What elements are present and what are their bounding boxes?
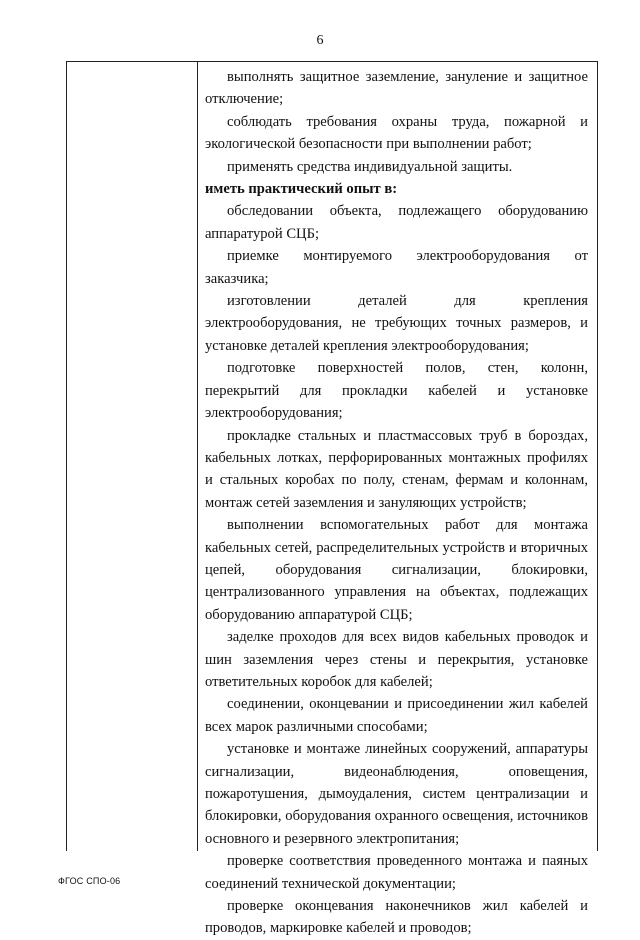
list-item: проверке соответствия проведенного монтажа и паяных соединений технической документации; — [205, 853, 588, 892]
list-item: обследовании объекта, подлежащего оборудованию аппаратурой СЦБ; — [205, 203, 588, 242]
column-divider — [197, 62, 198, 851]
list-item: заделке проходов для всех видов кабельных проводок и шин заземления через стены и перекрытия, установке ответительных коробок для кабелей; — [205, 629, 588, 690]
text-line: выполнять защитное заземление, зануление и защитное отключение; — [205, 69, 588, 108]
table-content-cell — [205, 66, 588, 940]
list-item: соединении, оконцевании и присоединении жил кабелей всех марок различными способами; — [205, 696, 588, 735]
list-item: проверке оконцевания наконечников жил кабелей и проводов, маркировке кабелей и проводов; — [205, 898, 588, 937]
page-number: 6 — [316, 33, 324, 48]
text-line: применять средства индивидуальной защиты. — [227, 158, 513, 175]
list-item: выполнении вспомогательных работ для монтажа кабельных сетей, распределительных устройств и вторичных цепей, оборудования сигнализации, блокировки, централизованного управления на объектах, подлежащих оборудованию аппаратурой СЦБ; — [205, 517, 588, 623]
list-item: подготовке поверхностей полов, стен, колонн, перекрытий для прокладки кабелей и установке электрооборудования; — [205, 360, 588, 422]
footer-document-code: ФГОС СПО-06 — [58, 876, 121, 886]
section-heading: иметь практический опыт в: — [205, 181, 398, 198]
list-item: изготовлении деталей для крепления электрооборудования, не требующих точных размеров, и установке деталей крепления электрооборудования; — [205, 293, 588, 354]
list-item: прокладке стальных и пластмассовых труб в бороздах, кабельных лотках, перфорированных монтажных профилях и стальных коробах по полу, стенам, фермам и колоннам, монтаж сетей заземления и зануляющих устройств; — [205, 427, 588, 511]
list-item: установке и монтаже линейных сооружений, аппаратуры сигнализации, видеонаблюдения, оповещения, пожаротушения, дымоудаления, систем централизации и блокировки, оборудования охранного освещения, источников основного и резервного электропитания; — [205, 741, 588, 847]
text-line: соблюдать требования охраны труда, пожарной и экологической безопасности при выполнении работ; — [205, 113, 588, 153]
list-item: приемке монтируемого электрооборудования от заказчика; — [205, 248, 588, 287]
